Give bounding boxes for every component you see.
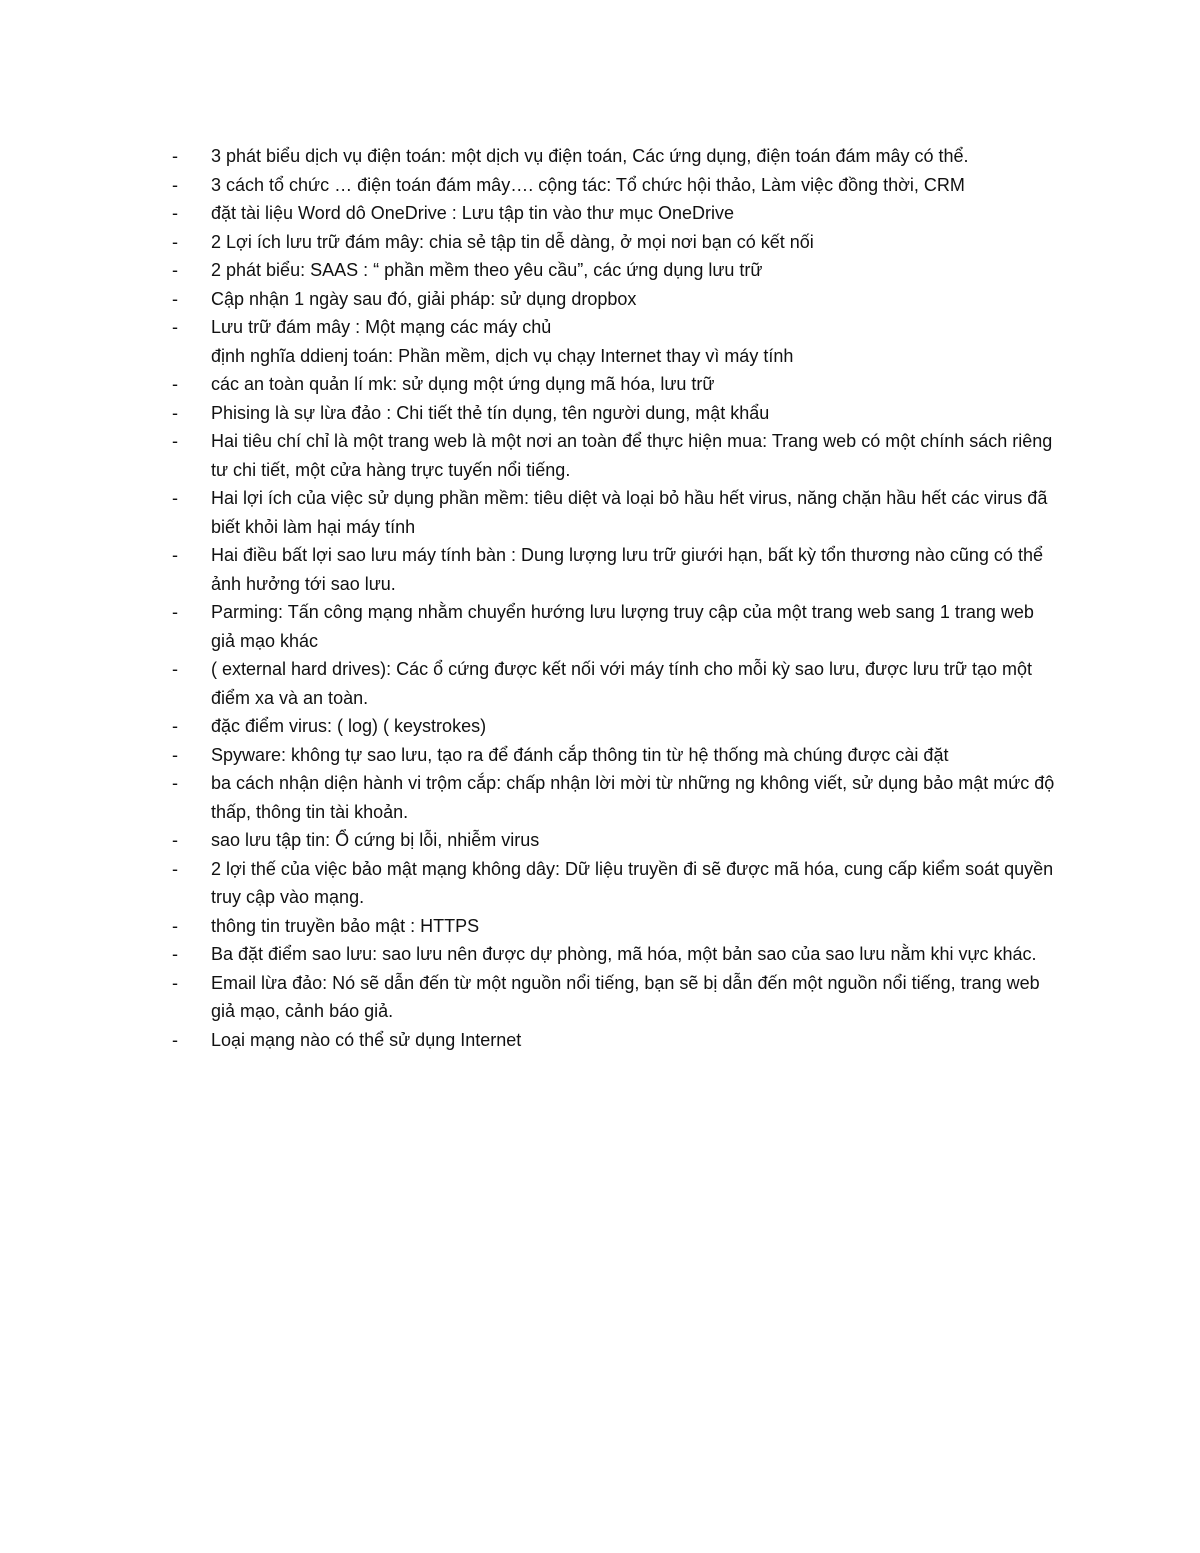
list-item-text: 2 lợi thế của việc bảo mật mạng không dây: Dữ liệu truyền đi sẽ được mã hóa, cung cấp kiểm soát quyền truy cập vào mạng. [211,858,1054,907]
list-item [172,256,1062,285]
list-item [172,142,1062,171]
bullet-dash: - [172,858,178,879]
list-item-text: đặc điểm virus: ( log) ( keystrokes) [211,716,487,736]
list-item-text: Ba đặt điểm sao lưu: sao lưu nên được dự phòng, mã hóa, một bản sao của sao lưu nằm khi vực khác. [211,944,1037,964]
bullet-dash: - [172,1029,178,1050]
list-item-text: Spyware: không tự sao lưu, tạo ra để đánh cắp thông tin từ hệ thống mà chúng được cài đặt [211,744,949,765]
bullet-dash: - [172,260,178,280]
list-item-text: 3 phát biểu dịch vụ điện toán: một dịch vụ điện toán, Các ứng dụng, điện toán đám mây có thể. [211,146,969,166]
bullet-dash: - [172,231,178,252]
list-item [172,285,1062,314]
bullet-dash: - [172,203,178,223]
bullet-dash: - [172,602,178,622]
list-item-text: Hai điều bất lợi sao lưu máy tính bàn : Dung lượng lưu trữ giưới hạn, bất kỳ tổn thương nào cũng có thể ảnh hưởng tới sao lưu. [211,545,1043,594]
list-item [172,228,1062,257]
list-item-text: định nghĩa ddienj toán: Phần mềm, dịch vụ chạy Internet thay vì máy tính [211,345,794,366]
bullet-dash: - [172,402,178,423]
list-item [172,769,1062,826]
list-item-text: Phising là sự lừa đảo : Chi tiết thẻ tín dụng, tên người dung, mật khẩu [211,402,770,423]
bullet-dash: - [172,830,178,850]
bullet-dash: - [172,944,178,964]
list-item-text: Cập nhận 1 ngày sau đó, giải pháp: sử dụng dropbox [211,288,637,309]
list-item-text: 2 Lợi ích lưu trữ đám mây: chia sẻ tập tin dễ dàng, ở mọi nơi bạn có kết nối [211,231,814,252]
list-item [172,940,1062,969]
list-item-text: ba cách nhận diện hành vi trộm cắp: chấp nhận lời mời từ những ng không viết, sử dụng bảo mật mức độ thấp, thông tin tài khoản. [211,773,1055,822]
list-item [172,342,1062,371]
list-item-text: 2 phát biểu: SAAS : “ phần mềm theo yêu cầu”, các ứng dụng lưu trữ [211,260,763,280]
bullet-dash: - [172,146,178,166]
bullet-dash: - [172,744,178,765]
bullet-dash: - [172,288,178,309]
list-item [172,541,1062,598]
bullet-dash: - [172,174,178,195]
bullet-dash: - [172,488,178,508]
list-item-text: Email lừa đảo: Nó sẽ dẫn đến từ một nguồn nổi tiếng, bạn sẽ bị dẫn đến một nguồn nổi tiếng, trang web giả mạo, cảnh báo giả. [211,972,1040,1021]
list-item [172,427,1062,484]
list-item [172,598,1062,655]
list-item [172,912,1062,941]
list-item [172,655,1062,712]
bullet-dash: - [172,915,178,936]
notes-list [172,142,1062,1054]
bullet-dash: - [172,374,178,394]
list-item [172,199,1062,228]
list-item-text: ( external hard drives): Các ổ cứng được kết nối với máy tính cho mỗi kỳ sao lưu, được lưu trữ tạo một điểm xa và an toàn. [211,659,1033,708]
list-item-text: các an toàn quản lí mk: sử dụng một ứng dụng mã hóa, lưu trữ [211,374,715,394]
list-item [172,399,1062,428]
bullet-dash: - [172,773,178,793]
list-item-text: Hai lợi ích của việc sử dụng phần mềm: tiêu diệt và loại bỏ hầu hết virus, năng chặn hầu hết các virus đã biết khỏi làm hại máy tính [211,488,1048,537]
list-item [172,313,1062,342]
list-item-text: 3 cách tổ chức … điện toán đám mây…. cộng tác: Tổ chức hội thảo, Làm việc đồng thời, CRM [211,174,965,195]
list-item-text: Lưu trữ đám mây : Một mạng các máy chủ [211,317,552,337]
list-item [172,1026,1062,1055]
bullet-dash: - [172,317,178,337]
list-item-text: Parming: Tấn công mạng nhằm chuyển hướng lưu lượng truy cập của một trang web sang 1 trang web giả mạo khác [211,602,1034,651]
list-item [172,826,1062,855]
list-item [172,712,1062,741]
bullet-dash: - [172,431,178,451]
bullet-dash: - [172,545,178,565]
bullet-dash: - [172,716,178,736]
bullet-dash: - [172,972,178,993]
bullet-dash: - [172,659,178,679]
list-item [172,741,1062,770]
list-item [172,370,1062,399]
list-item [172,969,1062,1026]
list-item-text: thông tin truyền bảo mật : HTTPS [211,915,480,936]
list-item-text: Hai tiêu chí chỉ là một trang web là một nơi an toàn để thực hiện mua: Trang web có một chính sách riêng tư chi tiết, một cửa hàng trực tuyến nổi tiếng. [211,431,1053,480]
list-item-text: sao lưu tập tin: Ổ cứng bị lỗi, nhiễm virus [211,830,540,850]
list-item-text: Loại mạng nào có thể sử dụng Internet [211,1029,522,1050]
list-item [172,484,1062,541]
list-item [172,855,1062,912]
list-item-text: đặt tài liệu Word dô OneDrive : Lưu tập tin vào thư mục OneDrive [211,203,735,223]
list-item [172,171,1062,200]
